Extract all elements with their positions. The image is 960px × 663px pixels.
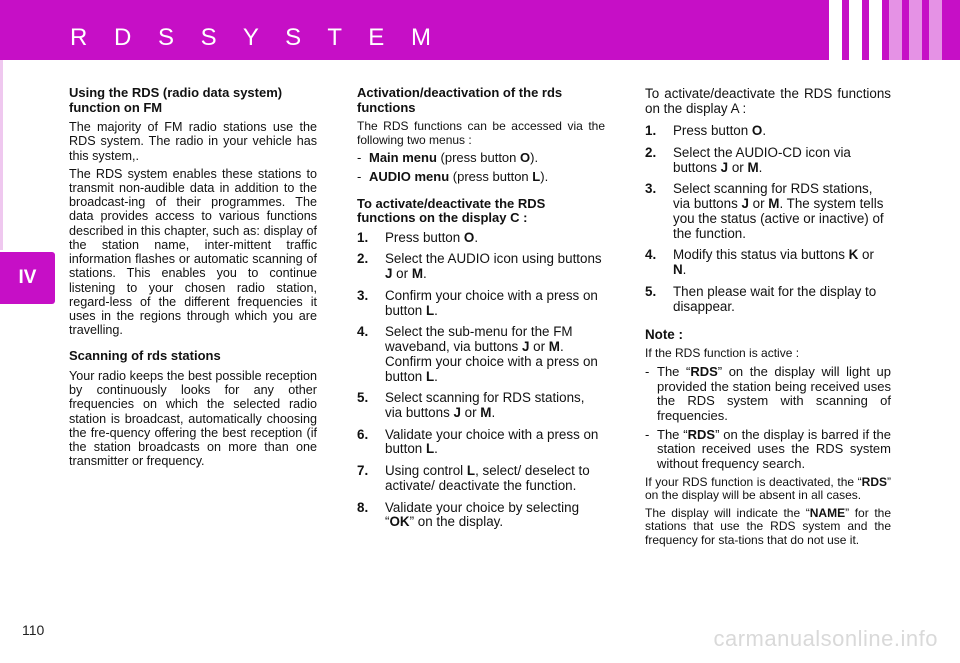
heading-scanning: Scanning of rds stations: [69, 348, 221, 364]
page-number: 110: [22, 622, 45, 638]
paragraph-rds-intro: The majority of FM radio stations use the RDS system. The radio in your vehicle has this system,.: [69, 120, 317, 163]
step-item: 4. Select the sub-menu for the FM waveband, via buttons J or M. Confirm your choice with a press on button L.: [357, 324, 598, 384]
step-item: 7. Using control L, select/ deselect to activate/ deactivate the function.: [357, 463, 590, 493]
list-item: - The “RDS” on the display is barred if the station received uses the RDS system without frequency search.: [645, 426, 892, 472]
paragraph-display-a-intro: To activate/deactivate the RDS functions on the display A :: [645, 86, 891, 117]
column-3: [645, 86, 891, 551]
paragraph-menus-intro: The RDS functions can be accessed via the following two menus :: [357, 119, 605, 147]
step-item: 3. Select scanning for RDS stations, via buttons J or M. The system tells you the status (active or inactive) of the function.: [645, 181, 884, 241]
step-item: 6. Validate your choice with a press on button L.: [357, 426, 599, 457]
side-strip-decoration: [0, 60, 3, 250]
heading-display-c: To activate/deactivate the RDS functions on the display C :: [357, 195, 546, 226]
paragraph-scanning: Your radio keeps the best possible reception by continuously looks for any other frequencies on which the selected radio station is broadcast, automatically choosing the fre-quency offering the best reception (if the station broadcasts on more than one transmitter or frequency.: [69, 368, 317, 469]
page-title: R D S S Y S T E M: [70, 24, 441, 51]
list-item: - The “RDS” on the display will light up provided the station being received uses the RDS system with scanning of frequencies.: [645, 363, 892, 423]
column-1: [69, 86, 317, 472]
heading-note: Note :: [645, 327, 683, 343]
paragraph-name-display: The display will indicate the “NAME” for the stations that use the RDS system and the frequency for sta-tions that do not use it.: [645, 505, 891, 547]
list-item: - Main menu (press button O).: [357, 150, 539, 166]
list-item: - AUDIO menu (press button L).: [357, 168, 549, 184]
watermark: carmanualsonline.info: [713, 626, 938, 651]
column-2: [357, 86, 605, 537]
step-item: 5. Then please wait for the display to disappear.: [645, 283, 877, 314]
paragraph-note-intro: If the RDS function is active :: [645, 346, 800, 361]
paragraph-rds-description: The RDS system enables these stations to transmit non-audible data in addition to the broadcast-ing of their programmes. The data provides access to various functions described in this chapter, such as: display of the station name, inter-mittent traffic information flashes or automatic scanning of stations. This enables you to continue listening to your chosen radio station, regard-less of the different frequencies it uses in the regions through which you are travelling.: [69, 166, 317, 338]
header-banner: [0, 0, 960, 60]
chapter-tab: [0, 252, 55, 304]
step-item: 2. Select the AUDIO icon using buttons J or M.: [357, 251, 602, 282]
step-item: 4. Modify this status via buttons K or N.: [645, 247, 874, 278]
step-item: 1. Press button O.: [645, 123, 767, 139]
heading-using-rds: Using the RDS (radio data system) function on FM: [69, 85, 283, 115]
step-item: 5. Select scanning for RDS stations, via buttons J or M.: [357, 390, 585, 420]
paragraph-deactivated: If your RDS function is deactivated, the “RDS” on the display will be absent in all cases.: [645, 474, 891, 503]
step-item: 1. Press button O.: [357, 229, 479, 245]
step-item: 2. Select the AUDIO-CD icon via buttons J or M.: [645, 145, 851, 175]
step-item: 3. Confirm your choice with a press on button L.: [357, 287, 598, 318]
heading-activation: Activation/deactivation of the rds functions: [357, 85, 563, 115]
header-stripes-decoration: [829, 0, 942, 60]
step-item: 8. Validate your choice by selecting “OK” on the display.: [357, 499, 580, 530]
chapter-tab-label: IV: [18, 267, 37, 288]
